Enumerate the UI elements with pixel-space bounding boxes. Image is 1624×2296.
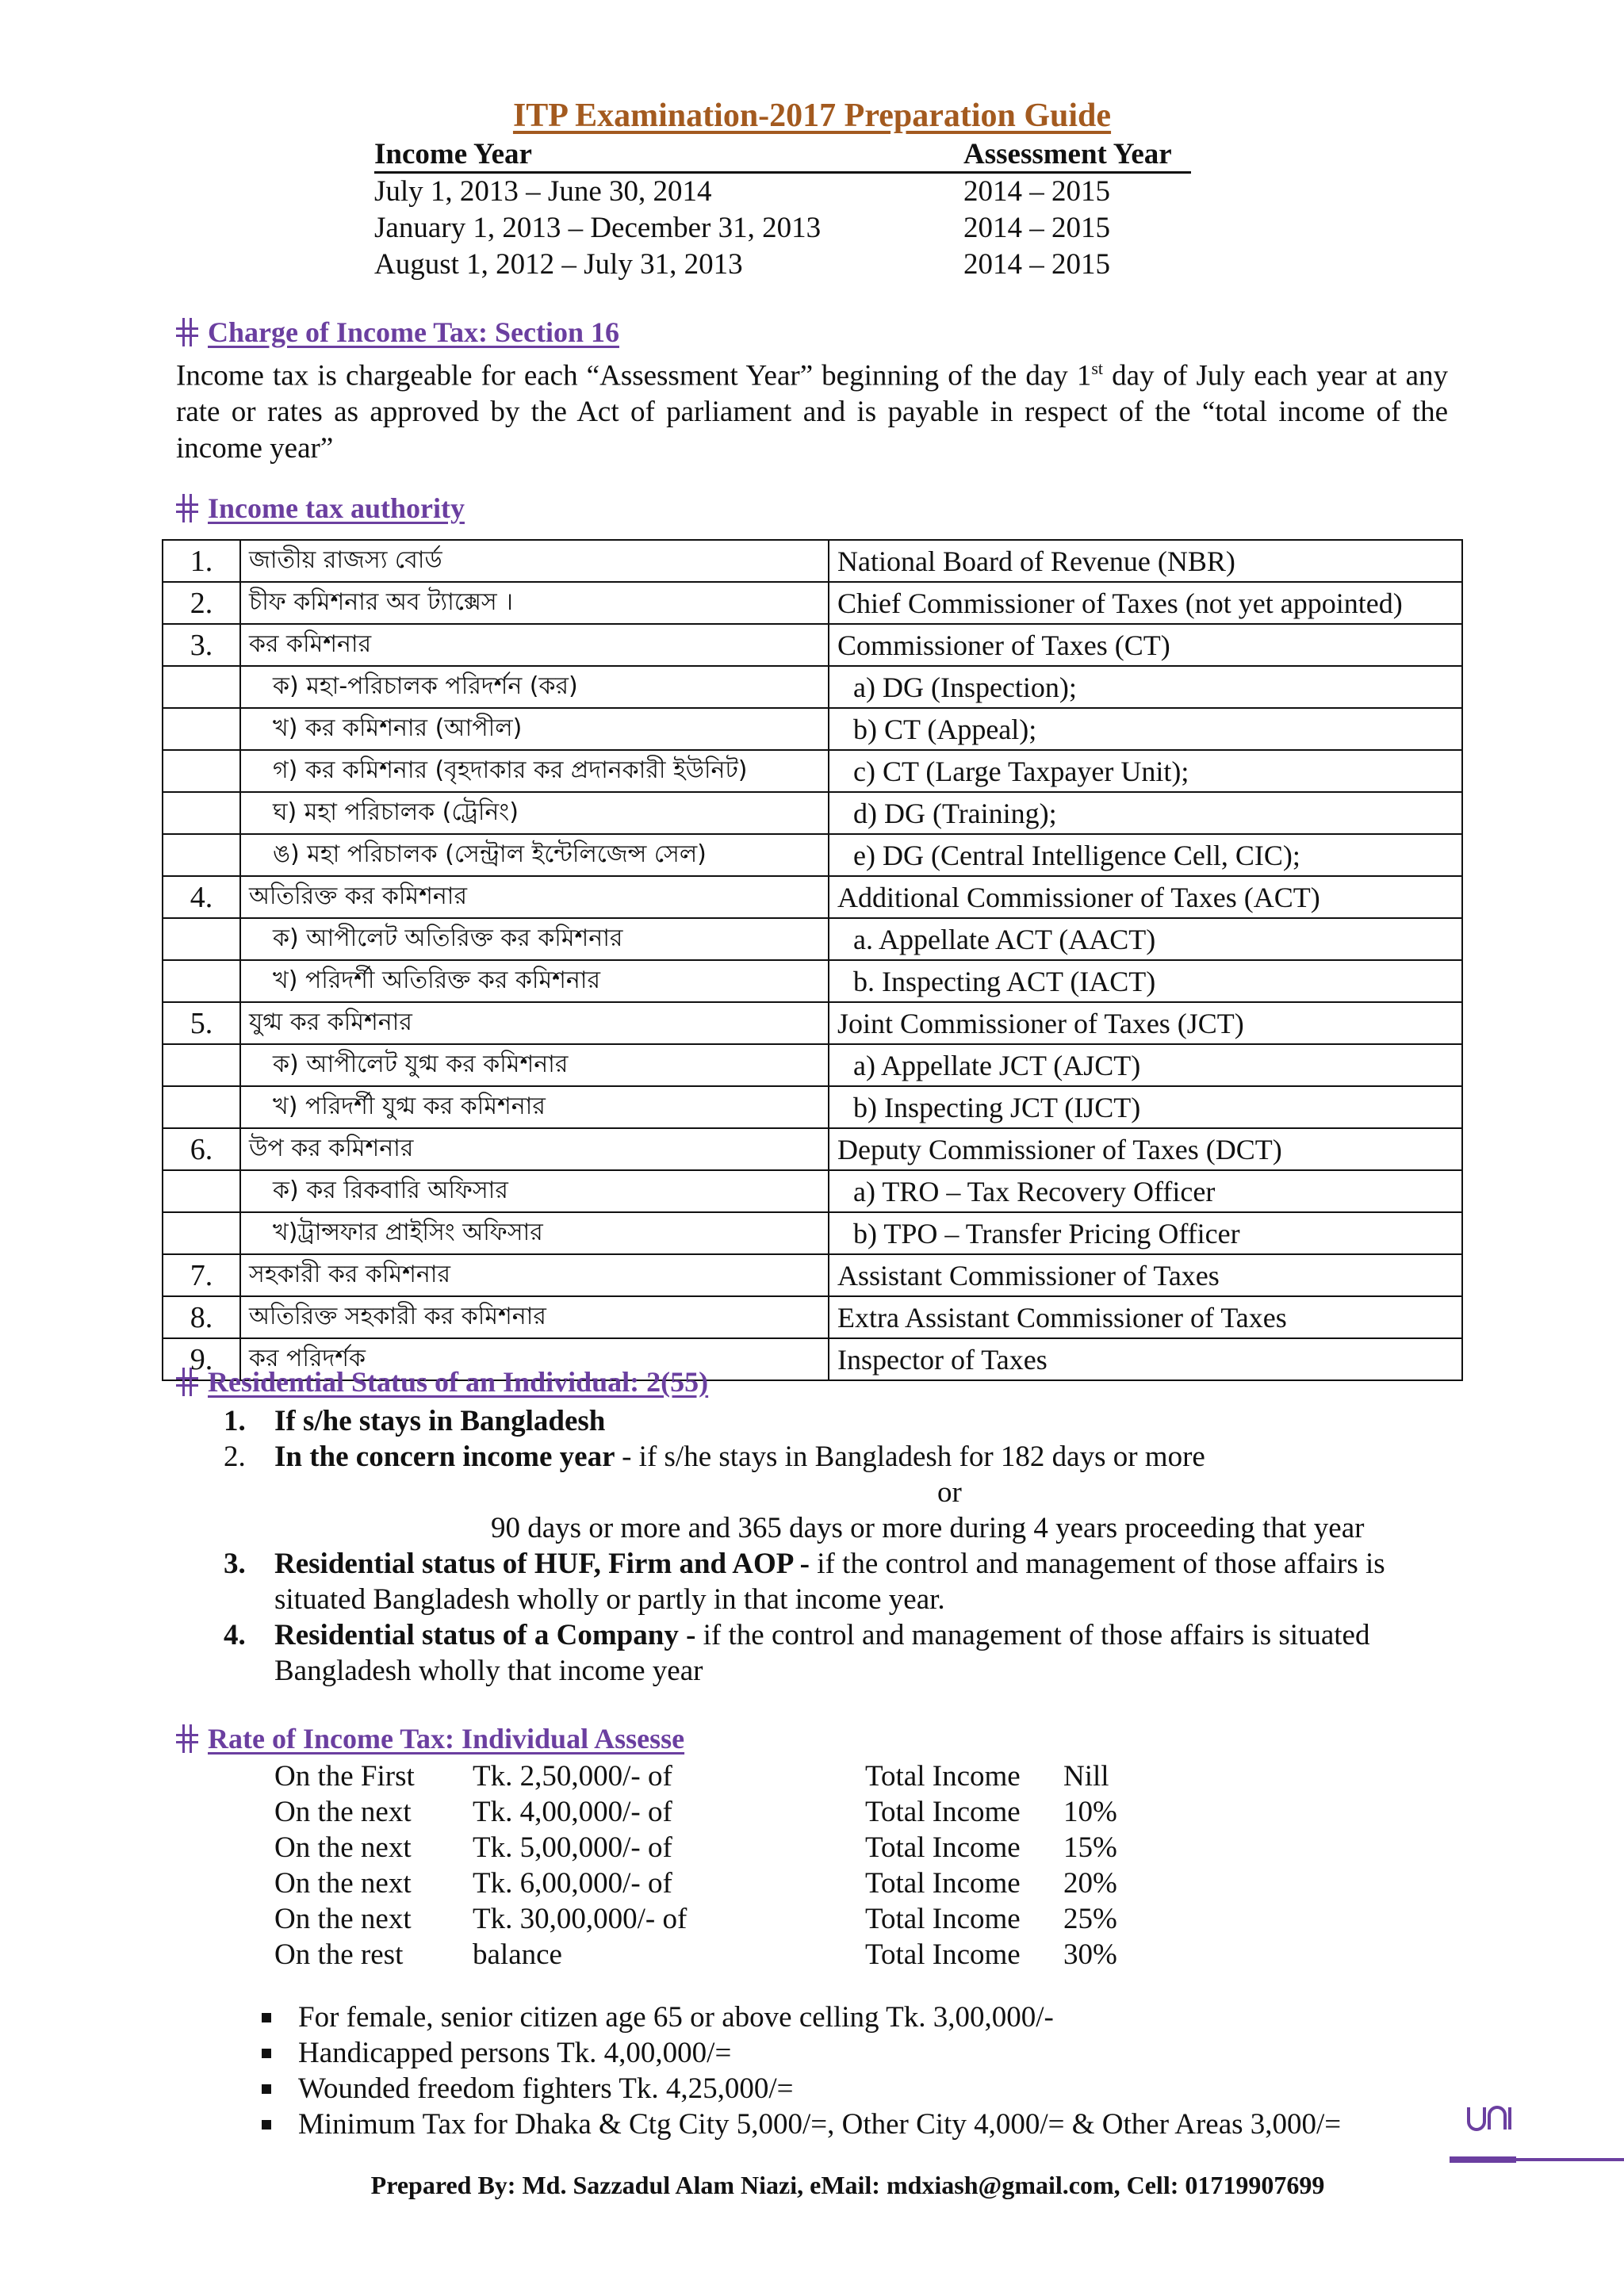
rate-amount: Tk. 30,00,000/- of — [473, 1903, 688, 1935]
list-item-or: or — [937, 1476, 962, 1509]
english-title-cell: e) DG (Central Intelligence Cell, CIC); — [829, 834, 1462, 876]
bangla-title-cell: গ) কর কমিশনার (বৃহদাকার কর প্রদানকারী ইউনিট) — [240, 750, 829, 792]
table-row — [163, 1212, 1462, 1254]
assessment-year-cell: 2014 – 2015 — [963, 248, 1110, 281]
list-item-number: 3. — [224, 1548, 246, 1580]
english-title-cell: Deputy Commissioner of Taxes (DCT) — [829, 1128, 1462, 1170]
footer-rule-accent — [1450, 2156, 1516, 2163]
list-item — [262, 1999, 1341, 2035]
rate-bracket: On the next — [274, 1903, 412, 1935]
section-mark-icon — [176, 318, 198, 346]
english-title-cell: b) CT (Appeal); — [829, 708, 1462, 750]
list-item-line3: 90 days or more and 365 days or more during 4 years proceeding that year — [491, 1512, 1365, 1544]
residential-list — [224, 1403, 1461, 1689]
rate-percent: 15% — [1063, 1831, 1117, 1864]
table-row — [163, 876, 1462, 918]
list-item — [224, 1617, 1461, 1689]
bullet-text: Wounded freedom fighters Tk. 4,25,000/= — [298, 2072, 794, 2105]
english-title-cell: Assistant Commissioner of Taxes — [829, 1254, 1462, 1296]
row-number — [163, 1212, 240, 1254]
row-number: 2. — [163, 582, 240, 624]
table-row — [163, 708, 1462, 750]
page-title: ITP Examination-2017 Preparation Guide — [512, 98, 1112, 134]
footer-credit: Prepared By: Md. Sazzadul Alam Niazi, eMail: mdxiash@gmail.com, Cell: 01719907699 — [370, 2171, 1325, 2199]
english-title-cell: d) DG (Training); — [829, 792, 1462, 834]
rate-amount: Tk. 2,50,000/- of — [473, 1760, 672, 1793]
rate-bracket: On the rest — [274, 1938, 404, 1971]
year-table-row — [374, 174, 1191, 210]
rate-basis: Total Income — [865, 1867, 1021, 1900]
list-item-bold: If s/he stays in Bangladesh — [274, 1405, 606, 1437]
english-title-cell: c) CT (Large Taxpayer Unit); — [829, 750, 1462, 792]
english-title-cell: a) DG (Inspection); — [829, 666, 1462, 708]
bangla-title-cell: ক) আপীলেট যুগ্ম কর কমিশনার — [240, 1044, 829, 1086]
rate-row — [274, 1758, 1143, 1794]
bangla-title-cell: ক) কর রিকবারি অফিসার — [240, 1170, 829, 1212]
rate-basis: Total Income — [865, 1903, 1021, 1935]
rate-basis: Total Income — [865, 1938, 1021, 1971]
list-item-number: 1. — [224, 1405, 246, 1437]
row-number: 1. — [163, 540, 240, 582]
bangla-title-cell: কর পরিদর্শক — [240, 1338, 829, 1380]
row-number: 7. — [163, 1254, 240, 1296]
charge-text-a: Income tax is chargeable for each “Assessment Year” beginning of the day 1 — [176, 359, 1092, 392]
logo-icon — [1465, 2103, 1516, 2134]
income-year-header: Income Year — [374, 138, 532, 170]
table-row — [163, 1128, 1462, 1170]
rate-percent: 30% — [1063, 1938, 1117, 1971]
list-item-bold: Residential status of HUF, Firm and AOP - — [274, 1548, 818, 1580]
table-row — [163, 1002, 1462, 1044]
english-title-cell: Joint Commissioner of Taxes (JCT) — [829, 1002, 1462, 1044]
list-item-text: - if s/he stays in Bangladesh for 182 days or more — [622, 1441, 1205, 1473]
rate-row — [274, 1901, 1143, 1937]
english-title-cell: b) TPO – Transfer Pricing Officer — [829, 1212, 1462, 1254]
list-item-bold: Residential status of a Company - — [274, 1619, 703, 1651]
year-table-row — [374, 210, 1191, 247]
table-row — [163, 750, 1462, 792]
bullet-square-icon — [262, 2084, 271, 2094]
list-item-number: 4. — [224, 1619, 246, 1651]
english-title-cell: b. Inspecting ACT (IACT) — [829, 960, 1462, 1002]
section-heading-rate — [176, 1722, 684, 1755]
english-title-cell: Extra Assistant Commissioner of Taxes — [829, 1296, 1462, 1338]
rate-percent: 25% — [1063, 1903, 1117, 1935]
section-heading-residential — [176, 1365, 708, 1399]
rate-row — [274, 1866, 1143, 1901]
section-heading-authority — [176, 492, 465, 525]
bullet-list — [262, 1999, 1341, 2142]
section-mark-icon — [176, 1368, 198, 1396]
list-item-number: 2. — [224, 1441, 246, 1473]
section-heading-charge — [176, 316, 619, 349]
rate-basis: Total Income — [865, 1796, 1021, 1828]
bangla-title-cell: খ) পরিদর্শী অতিরিক্ত কর কমিশনার — [240, 960, 829, 1002]
bangla-title-cell: খ) কর কমিশনার (আপীল) — [240, 708, 829, 750]
assessment-year-cell: 2014 – 2015 — [963, 212, 1110, 244]
rate-percent: 10% — [1063, 1796, 1117, 1828]
bangla-title-cell: খ) পরিদর্শী যুগ্ম কর কমিশনার — [240, 1086, 829, 1128]
section-mark-icon — [176, 494, 198, 522]
english-title-cell: Commissioner of Taxes (CT) — [829, 624, 1462, 666]
assessment-year-header: Assessment Year — [963, 138, 1172, 170]
list-item — [224, 1403, 1461, 1439]
row-number — [163, 918, 240, 960]
rate-basis: Total Income — [865, 1831, 1021, 1864]
bangla-title-cell: উপ কর কমিশনার — [240, 1128, 829, 1170]
section-heading-text: Income tax authority — [208, 492, 465, 524]
list-item — [224, 1546, 1461, 1617]
year-table-header — [374, 136, 1191, 174]
bangla-title-cell: কর কমিশনার — [240, 624, 829, 666]
rate-amount: Tk. 5,00,000/- of — [473, 1831, 672, 1864]
row-number — [163, 960, 240, 1002]
row-number: 4. — [163, 876, 240, 918]
english-title-cell: Inspector of Taxes — [829, 1338, 1462, 1380]
income-year-cell: January 1, 2013 – December 31, 2013 — [374, 212, 822, 244]
authority-table — [162, 539, 1463, 1381]
bangla-title-cell: ক) আপীলেট অতিরিক্ত কর কমিশনার — [240, 918, 829, 960]
row-number — [163, 708, 240, 750]
row-number — [163, 1086, 240, 1128]
authority-table-body — [163, 540, 1462, 1380]
year-table-row — [374, 247, 1191, 283]
row-number: 8. — [163, 1296, 240, 1338]
bullet-square-icon — [262, 2120, 271, 2130]
list-item-text: if the control and management of those affairs is situated Bangladesh wholly or partly in that income year. — [274, 1548, 1385, 1616]
row-number — [163, 792, 240, 834]
list-item — [262, 2035, 1341, 2071]
table-row — [163, 918, 1462, 960]
charge-paragraph — [176, 350, 1448, 467]
rate-row — [274, 1937, 1143, 1973]
row-number: 6. — [163, 1128, 240, 1170]
table-row — [163, 1044, 1462, 1086]
rate-row — [274, 1830, 1143, 1866]
bangla-title-cell: ঙ) মহা পরিচালক (সেন্ট্রাল ইন্টেলিজেন্স সেল) — [240, 834, 829, 876]
bullet-square-icon — [262, 2013, 271, 2022]
rate-row — [274, 1794, 1143, 1830]
bangla-title-cell: অতিরিক্ত সহকারী কর কমিশনার — [240, 1296, 829, 1338]
rate-percent: 20% — [1063, 1867, 1117, 1900]
table-row — [163, 792, 1462, 834]
english-title-cell: Chief Commissioner of Taxes (not yet appointed) — [829, 582, 1462, 624]
bangla-title-cell: ক) মহা-পরিচালক পরিদর্শন (কর) — [240, 666, 829, 708]
income-year-cell: August 1, 2012 – July 31, 2013 — [374, 248, 743, 281]
income-year-table — [374, 136, 1191, 283]
rate-amount: Tk. 4,00,000/- of — [473, 1796, 672, 1828]
english-title-cell: Additional Commissioner of Taxes (ACT) — [829, 876, 1462, 918]
rate-bracket: On the next — [274, 1867, 412, 1900]
table-row — [163, 582, 1462, 624]
table-row — [163, 1296, 1462, 1338]
rate-basis: Total Income — [865, 1760, 1021, 1793]
list-item — [262, 2107, 1341, 2142]
bangla-title-cell: অতিরিক্ত কর কমিশনার — [240, 876, 829, 918]
rate-percent: Nill — [1063, 1760, 1109, 1793]
list-item-text: if the control and management of those affairs is situated Bangladesh wholly that income year — [274, 1619, 1370, 1687]
list-item — [262, 2071, 1341, 2107]
table-row — [163, 1086, 1462, 1128]
list-item-bold: In the concern income year — [274, 1441, 622, 1473]
list-item — [224, 1439, 1461, 1475]
row-number: 3. — [163, 624, 240, 666]
row-number — [163, 834, 240, 876]
bangla-title-cell: চীফ কমিশনার অব ট্যাক্সেস । — [240, 582, 829, 624]
rate-bracket: On the next — [274, 1831, 412, 1864]
row-number — [163, 1044, 240, 1086]
assessment-year-cell: 2014 – 2015 — [963, 175, 1110, 208]
bangla-title-cell: খ)ট্রান্সফার প্রাইসিং অফিসার — [240, 1212, 829, 1254]
rate-amount: balance — [473, 1938, 562, 1971]
bangla-title-cell: ঘ) মহা পরিচালক (ট্রেনিং) — [240, 792, 829, 834]
row-number: 5. — [163, 1002, 240, 1044]
section-heading-text: Rate of Income Tax: Individual Assesse — [208, 1723, 685, 1755]
english-title-cell: National Board of Revenue (NBR) — [829, 540, 1462, 582]
bangla-title-cell: সহকারী কর কমিশনার — [240, 1254, 829, 1296]
row-number — [163, 1170, 240, 1212]
table-row — [163, 1254, 1462, 1296]
table-row — [163, 666, 1462, 708]
table-row — [163, 834, 1462, 876]
rate-bracket: On the First — [274, 1760, 415, 1793]
bullet-text: Minimum Tax for Dhaka & Ctg City 5,000/=, Other City 4,000/= & Other Areas 3,000/= — [298, 2108, 1342, 2141]
bullet-text: Handicapped persons Tk. 4,00,000/= — [298, 2037, 732, 2069]
rate-table — [274, 1758, 1143, 1973]
charge-text-b: day of July each year at any rate or rates as approved by the Act of parliament and is payable in respect of the “total income of the income year” — [176, 359, 1448, 465]
row-number: 9. — [163, 1338, 240, 1380]
charge-text-sup: st — [1091, 358, 1104, 378]
english-title-cell: b) Inspecting JCT (IJCT) — [829, 1086, 1462, 1128]
english-title-cell: a) TRO – Tax Recovery Officer — [829, 1170, 1462, 1212]
bangla-title-cell: জাতীয় রাজস্য বোর্ড — [240, 540, 829, 582]
section-heading-text: Residential Status of an Individual: 2(55) — [208, 1366, 709, 1398]
row-number — [163, 750, 240, 792]
rate-amount: Tk. 6,00,000/- of — [473, 1867, 672, 1900]
row-number — [163, 666, 240, 708]
bullet-text: For female, senior citizen age 65 or above celling Tk. 3,00,000/- — [298, 2001, 1054, 2034]
english-title-cell: a) Appellate JCT (AJCT) — [829, 1044, 1462, 1086]
table-row — [163, 540, 1462, 582]
table-row — [163, 624, 1462, 666]
table-row — [163, 1170, 1462, 1212]
section-heading-text: Charge of Income Tax: Section 16 — [208, 316, 619, 348]
bangla-title-cell: যুগ্ম কর কমিশনার — [240, 1002, 829, 1044]
bullet-square-icon — [262, 2049, 271, 2058]
table-row — [163, 960, 1462, 1002]
income-year-cell: July 1, 2013 – June 30, 2014 — [374, 175, 712, 208]
section-mark-icon — [176, 1724, 198, 1753]
rate-bracket: On the next — [274, 1796, 412, 1828]
english-title-cell: a. Appellate ACT (AACT) — [829, 918, 1462, 960]
